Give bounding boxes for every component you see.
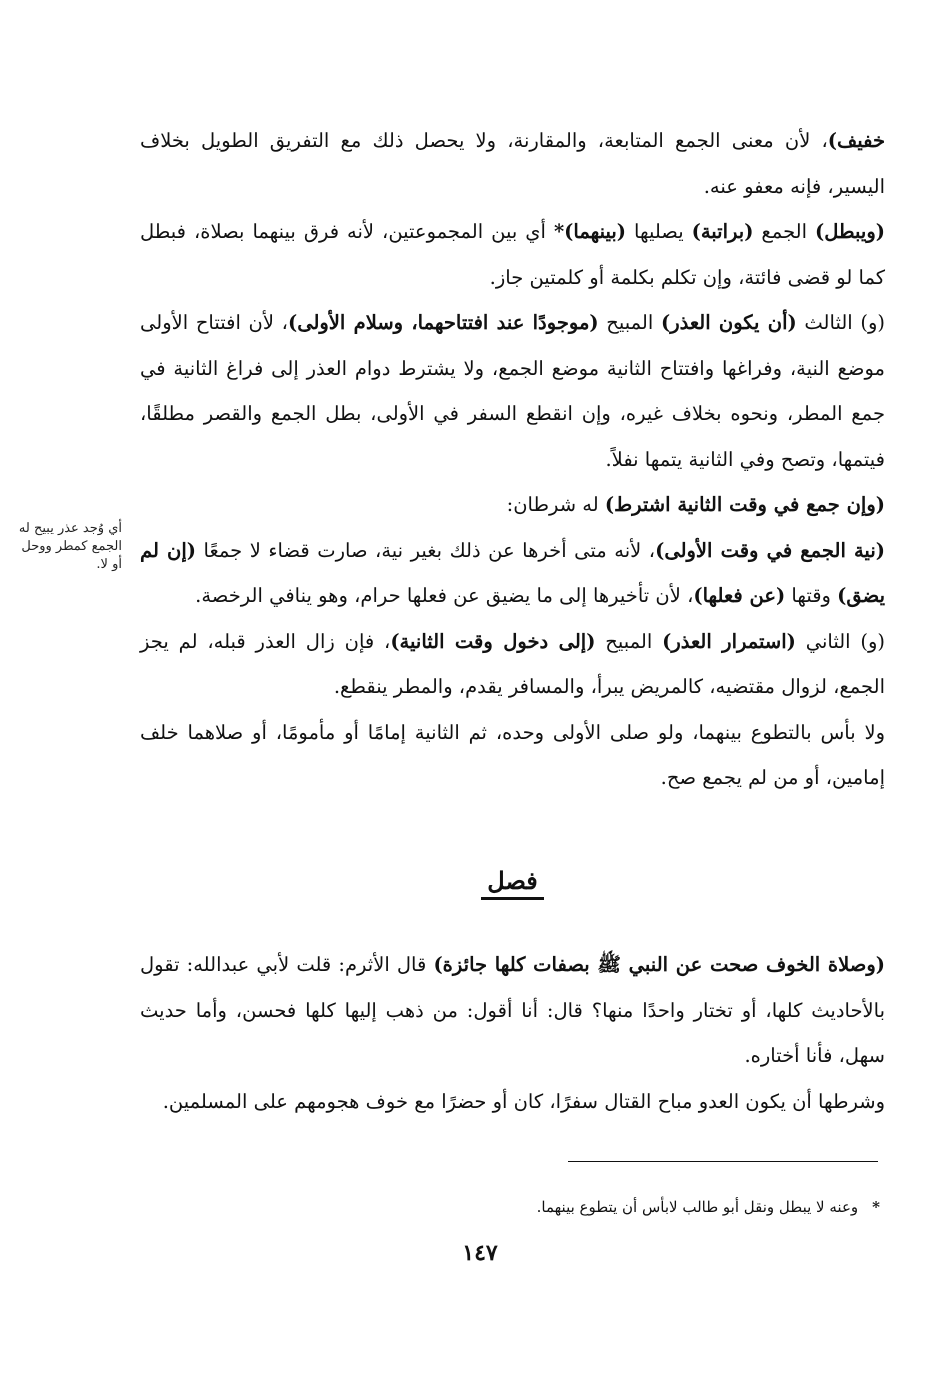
bold-term: (إلى دخول وقت الثانية) [390,629,596,653]
bold-term: (استمرار العذر) [662,629,796,653]
bold-term: (ويبطل) [815,220,885,243]
text-run: المبيح [595,629,663,653]
bold-term: (أن يكون العذر) [660,311,797,334]
section-heading-text: فصل [481,866,543,900]
text-run: ، لأن افتتاح الأولى موضع النية، وفراغها وافتتاح الثانية موضع الجمع، ولا يشترط دوام العذر إلى فراغ الثانية في جمع المطر، ونحوه بخلاف غيره، وإن انقطع السفر في الأولى، بطل الجمع والقصر مطلقًا، فيتمها، وتصح وفي الثانية يتمها نفلاً. [140,311,885,471]
main-text-block [140,118,885,801]
text-run: الثالث [796,311,861,334]
bold-term: خفيف) [827,129,885,152]
section-text-block [140,942,885,1124]
bold-term: (وإن جمع في وقت الثانية اشترط) [604,493,885,516]
paragraph [140,300,885,482]
text-run: يصليها [626,220,692,243]
bold-term: (عن فعلها) [693,584,786,607]
text-run: وقتها [785,584,838,607]
text-run: (و) [860,311,886,334]
text-run: ، لأنه متى أخرها عن ذلك بغير نية، صارت قضاء لا جمعًا [196,538,656,562]
paragraph [140,942,885,1079]
footnote [300,1196,880,1218]
bold-term: (بينهما)* [553,220,627,243]
paragraph [140,528,885,619]
bold-term: (موجودًا عند افتتاحهما، وسلام الأولى) [287,311,599,334]
text-run: الجمع [753,220,816,243]
bold-term: (وصلاة الخوف صحت عن النبي ﷺ بصفات كلها جائزة) [433,953,885,976]
bold-term: (نية الجمع في وقت الأولى) [655,538,885,562]
paragraph [140,710,885,801]
text-run: له شرطان: [506,493,605,516]
paragraph [140,619,885,710]
footnote-separator [568,1161,878,1162]
text-run: أي بين المجموعتين، لأنه فرق بينهما بصلاة، فبطل كما لو قضى فائتة، وإن تكلم بكلمة أو كلمتين جاز. [140,220,885,289]
text-run: المبيح [598,311,661,334]
footnote-text: وعنه لا يبطل ونقل أبو طالب لابأس أن يتطوع بينهما. [536,1198,859,1216]
paragraph [140,209,885,300]
page-number: ١٤٧ [462,1240,498,1266]
text-run: الثاني [795,629,861,653]
section-heading [140,866,885,900]
text-run: (و) [860,629,886,653]
text-run: ، لأن تأخيرها إلى ما يضيق عن فعلها حرام، وهو ينافي الرخصة. [195,584,694,607]
text-run: وشرطها أن يكون العدو مباح القتال سفرًا، كان أو حضرًا مع خوف هجومهم على المسلمين. [162,1089,885,1113]
paragraph [140,1079,885,1125]
text-run: ، فإن زال العذر قبله، لم يجز الجمع، لزوال مقتضيه، كالمريض يبرأ، والمسافر يقدم، والمطر ينقطع. [140,629,885,698]
bold-term: (إن لم يضق) [140,538,885,607]
text-run: قال الأثرم: قلت لأبي عبدالله: تقول بالأحاديث كلها، أو تختار واحدًا منها؟ قال: أنا أقول: من ذهب إليها كلها فحسن، وأما حديث سهل، فأنا أختاره. [140,953,885,1067]
paragraph [140,118,885,209]
paragraph [140,482,885,528]
footnote-marker: * [872,1198,880,1216]
text-run: ، لأن معنى الجمع المتابعة، والمقارنة، ولا يحصل ذلك مع التفريق الطويل بخلاف اليسير، فإنه معفو عنه. [140,129,885,198]
bold-term: (براتبة) [691,220,754,243]
text-run: ولا بأس بالتطوع بينهما، ولو صلى الأولى وحده، ثم الثانية إمامًا أو مأمومًا، أو صلاهما خلف إمامين، أو من لم يجمع صح. [140,720,885,789]
margin-note: أي وُجد عذر يبيح له الجمع كمطر ووحل أو لا. [18,521,122,572]
